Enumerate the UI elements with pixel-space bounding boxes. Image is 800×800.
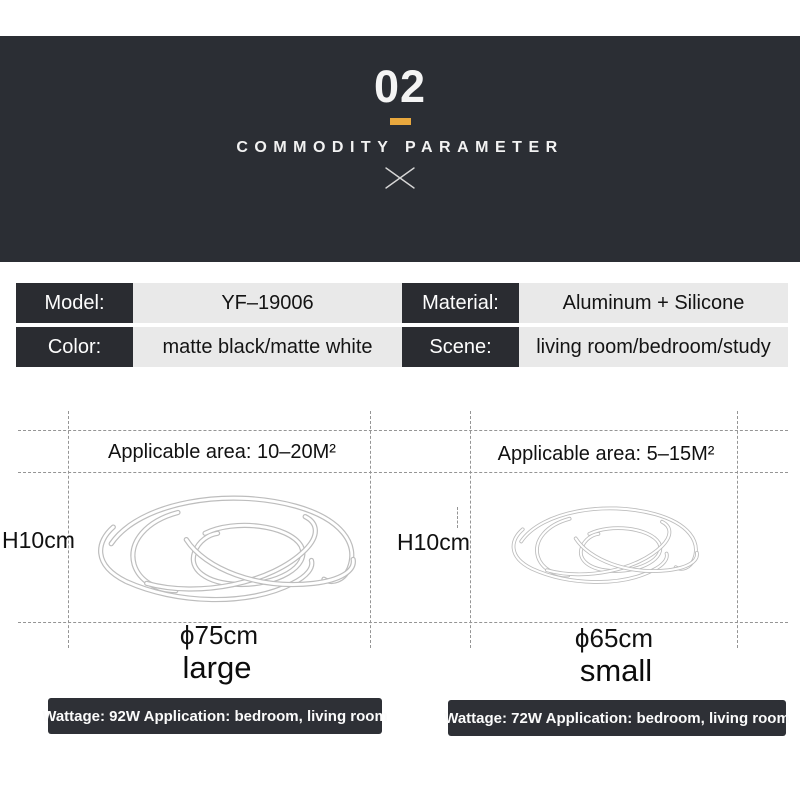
wattage-badge-small: Wattage: 72W Application: bedroom, living room <box>448 700 786 736</box>
spec-label-scene: Scene: <box>402 327 519 367</box>
lamp-drawing-large <box>82 481 374 619</box>
height-label-large: H10cm <box>2 527 75 553</box>
section-number: 02 <box>373 61 427 112</box>
diameter-label-small: ϕ65cm <box>574 623 654 653</box>
spec-table-left <box>16 283 402 371</box>
spec-value-material: Aluminum + Silicone <box>519 283 788 323</box>
applicable-area-large: Applicable area: 10–20M² <box>108 441 336 463</box>
dashed-guide-vertical-right-outer <box>737 411 738 648</box>
dashed-guide-horizontal-middle <box>18 472 788 473</box>
spec-label-color: Color: <box>16 327 133 367</box>
spec-value-color: matte black/matte white <box>133 327 402 367</box>
spec-row-material <box>402 283 788 323</box>
spec-row-color <box>16 327 402 367</box>
size-name-small: small <box>579 653 653 688</box>
dashed-guide-vertical-right-inner <box>470 411 471 648</box>
spec-row-model <box>16 283 402 323</box>
crossed-lines-icon <box>0 165 800 196</box>
dashed-guide-horizontal-top <box>18 430 788 431</box>
spec-table-right <box>402 283 788 371</box>
height-label-small: H10cm <box>397 529 470 555</box>
wattage-badge-large: Wattage: 92W Application: bedroom, living room <box>48 698 382 734</box>
spec-value-scene: living room/bedroom/study <box>519 327 788 367</box>
spec-label-model: Model: <box>16 283 133 323</box>
spec-value-model: YF–19006 <box>133 283 402 323</box>
applicable-area-small: Applicable area: 5–15M² <box>497 443 715 465</box>
size-name-large: large <box>182 650 252 685</box>
dashed-guide-horizontal-bottom <box>18 622 788 623</box>
accent-bar <box>390 118 411 125</box>
diameter-label-large: ϕ75cm <box>179 620 259 650</box>
lamp-drawing-small <box>500 489 712 603</box>
spec-label-material: Material: <box>402 283 519 323</box>
section-header <box>0 36 800 262</box>
dashed-tick-height-small <box>457 507 458 528</box>
spec-row-scene <box>402 327 788 367</box>
section-title: COMMODITY PARAMETER <box>236 139 564 156</box>
